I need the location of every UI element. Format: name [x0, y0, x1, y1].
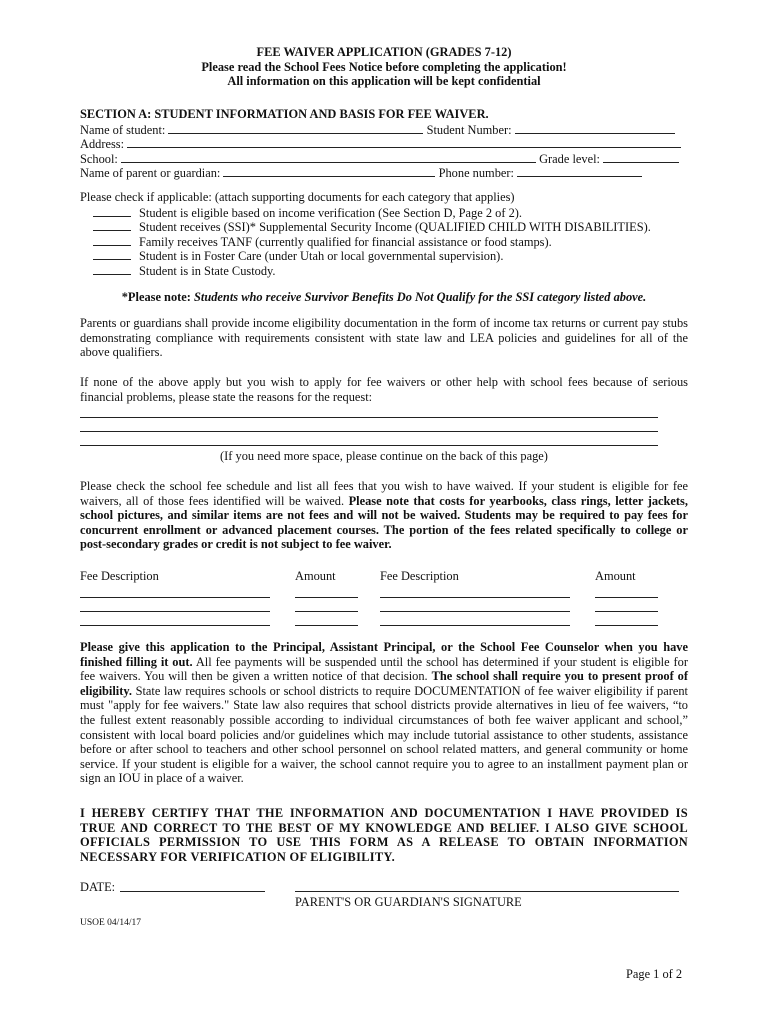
amount-field[interactable]: [295, 584, 358, 598]
checklist-item: [80, 263, 688, 278]
date-field[interactable]: [120, 880, 265, 892]
note-text: Students who receive Survivor Benefits Do Not Qualify for the SSI category listed above.: [194, 290, 647, 304]
fee-table: [80, 569, 688, 629]
date-label: DATE:: [80, 880, 116, 894]
amount-field[interactable]: [295, 598, 358, 612]
submission-text-1: All fee payments will be suspended until the school has determined if your student is eligible for fee waivers. You will then be given a written notice of that decision.: [80, 654, 688, 684]
submission-text-2: State law requires schools or school districts to require DOCUMENTATION of fee waiver eligibility if parent must "apply for fee waivers." State law also requires that school districts provide alternatives in lieu of fee waivers, “to the fullest extent reasonably possible according to individual circumstances of both fee waiver applicant and school,” consistent with local board policies and/or guidelines which may include tutorial assistance to other students, assistance before or after school to teachers and other school personnel on school related matters, and general community or home service. If your student is eligible for a waiver, the school cannot require you to agree to an installment payment plan or sign an IOU in place of a waiver.: [80, 683, 688, 786]
checklist-item-label: Student is in State Custody.: [139, 263, 276, 278]
address-label: Address:: [80, 137, 125, 152]
checkbox-line[interactable]: [93, 219, 131, 231]
student-number-field[interactable]: [515, 122, 675, 134]
checklist-item-label: Family receives TANF (currently qualified for financial assistance or food stamps).: [139, 234, 552, 249]
address-field[interactable]: [127, 136, 681, 148]
amount-field[interactable]: [295, 612, 358, 626]
checkbox-line[interactable]: [93, 263, 131, 275]
student-name-row: [80, 122, 688, 137]
form-title: FEE WAIVER APPLICATION (GRADES 7-12): [256, 45, 512, 59]
signature-label: PARENT'S OR GUARDIAN'S SIGNATURE: [295, 895, 522, 909]
fee-paragraph-bold: Please note that costs for yearbooks, class rings, letter jackets, school pictures, and similar items are not fees and will not be waived. Students may be required to pay fees for concurrent enrollment or advanced placement courses. The portion of the fees related specifically to college or post-secondary grades or credit is not subject to fee waiver.: [80, 493, 688, 552]
income-documentation-paragraph: Parents or guardians shall provide income eligibility documentation in the form of income tax returns or current pay stubs demonstrating compliance with requirements consistent with state law and LEA policies and guidelines for all of the above qualifiers.: [80, 316, 688, 360]
none-apply-paragraph: If none of the above apply but you wish to apply for fee waivers or other help with school fees because of serious financial problems, please state the reasons for the request:: [80, 375, 688, 404]
amount-column-2: [595, 569, 658, 626]
amount-header: Amount: [295, 569, 336, 583]
school-field[interactable]: [121, 151, 536, 163]
fee-description-field[interactable]: [80, 612, 270, 626]
fee-description-field[interactable]: [80, 598, 270, 612]
certification-statement: I HEREBY CERTIFY THAT THE INFORMATION AND DOCUMENTATION I HAVE PROVIDED IS TRUE AND CORRECT TO THE BEST OF MY KNOWLEDGE AND BELIEF. I ALSO GIVE SCHOOL OFFICIALS PERMISSION TO USE THIS FORM AS A RELEASE TO OBTAIN INFORMATION NECESSARY FOR VERIFICATION OF ELIGIBILITY.: [80, 806, 688, 864]
reasons-lines: [80, 404, 688, 446]
address-row: [80, 136, 688, 151]
amount-field[interactable]: [595, 598, 658, 612]
reason-line[interactable]: [80, 432, 658, 446]
checklist-item: [80, 234, 688, 249]
page-number: Page 1 of 2: [626, 967, 683, 981]
amount-column: [295, 569, 358, 626]
eligibility-checklist: [80, 190, 688, 278]
fee-description-header: Fee Description: [80, 569, 159, 583]
checklist-item-label: Student receives (SSI)* Supplemental Security Income (QUALIFIED CHILD WITH DISABILITIES).: [139, 220, 651, 235]
signature-field[interactable]: [295, 880, 679, 892]
amount-field[interactable]: [595, 612, 658, 626]
header-instruction: Please read the School Fees Notice before completing the application!: [201, 59, 567, 74]
note-prefix: *Please note:: [121, 290, 191, 304]
fee-description-column-2: [380, 569, 570, 626]
student-name-label: Name of student:: [80, 122, 166, 137]
parent-name-label: Name of parent or guardian:: [80, 166, 221, 181]
checklist-item-label: Student is eligible based on income verification (See Section D, Page 2 of 2).: [139, 205, 522, 220]
fee-description-field[interactable]: [80, 584, 270, 598]
amount-header-2: Amount: [595, 569, 636, 583]
student-number-label: Student Number:: [426, 122, 512, 137]
checklist-intro: Please check if applicable: (attach supporting documents for each category that applies): [80, 190, 515, 204]
checkbox-line[interactable]: [93, 234, 131, 246]
header-confidential: All information on this application will be kept confidential: [227, 74, 541, 89]
reason-line[interactable]: [80, 404, 658, 418]
checklist-item: [80, 248, 688, 263]
signature-section: [80, 880, 688, 910]
grade-level-label: Grade level:: [539, 151, 600, 166]
ssi-note: [80, 290, 688, 305]
checklist-item: [80, 219, 688, 234]
amount-field[interactable]: [595, 584, 658, 598]
fee-description-header-2: Fee Description: [380, 569, 459, 583]
fee-paragraph-text: Please check the school fee schedule and list all fees that you wish to have waived. If your student is eligible for fee waivers, all of those fees identified will be waived.: [80, 479, 688, 508]
fee-description-column: [80, 569, 270, 626]
parent-name-field[interactable]: [223, 165, 435, 177]
fee-schedule-paragraph: [80, 479, 688, 552]
section-a: [80, 107, 688, 180]
phone-field[interactable]: [517, 165, 642, 177]
reason-line[interactable]: [80, 418, 658, 432]
checkbox-line[interactable]: [93, 205, 131, 217]
more-space-note: (If you need more space, please continue on the back of this page): [220, 449, 548, 463]
submission-bold-1: Please give this application to the Principal, Assistant Principal, or the School Fee Counselor when you have finished filling it out.: [80, 640, 688, 669]
school-label: School:: [80, 151, 118, 166]
fee-description-field[interactable]: [380, 612, 570, 626]
checkbox-line[interactable]: [93, 248, 131, 260]
form-header: [80, 45, 688, 89]
section-a-heading: SECTION A: STUDENT INFORMATION AND BASIS FOR FEE WAIVER.: [80, 107, 489, 121]
submission-bold-2: The school shall require you to present proof of eligibility.: [80, 669, 688, 698]
parent-row: [80, 165, 688, 180]
school-row: [80, 151, 688, 166]
fee-description-field[interactable]: [380, 584, 570, 598]
checklist-item-label: Student is in Foster Care (under Utah or local governmental supervision).: [139, 249, 504, 264]
form-code: USOE 04/14/17: [80, 918, 141, 928]
student-name-field[interactable]: [168, 122, 423, 134]
grade-level-field[interactable]: [603, 151, 679, 163]
phone-label: Phone number:: [438, 166, 514, 181]
submission-paragraph: [80, 640, 688, 786]
fee-description-field[interactable]: [380, 598, 570, 612]
checklist-item: [80, 205, 688, 220]
